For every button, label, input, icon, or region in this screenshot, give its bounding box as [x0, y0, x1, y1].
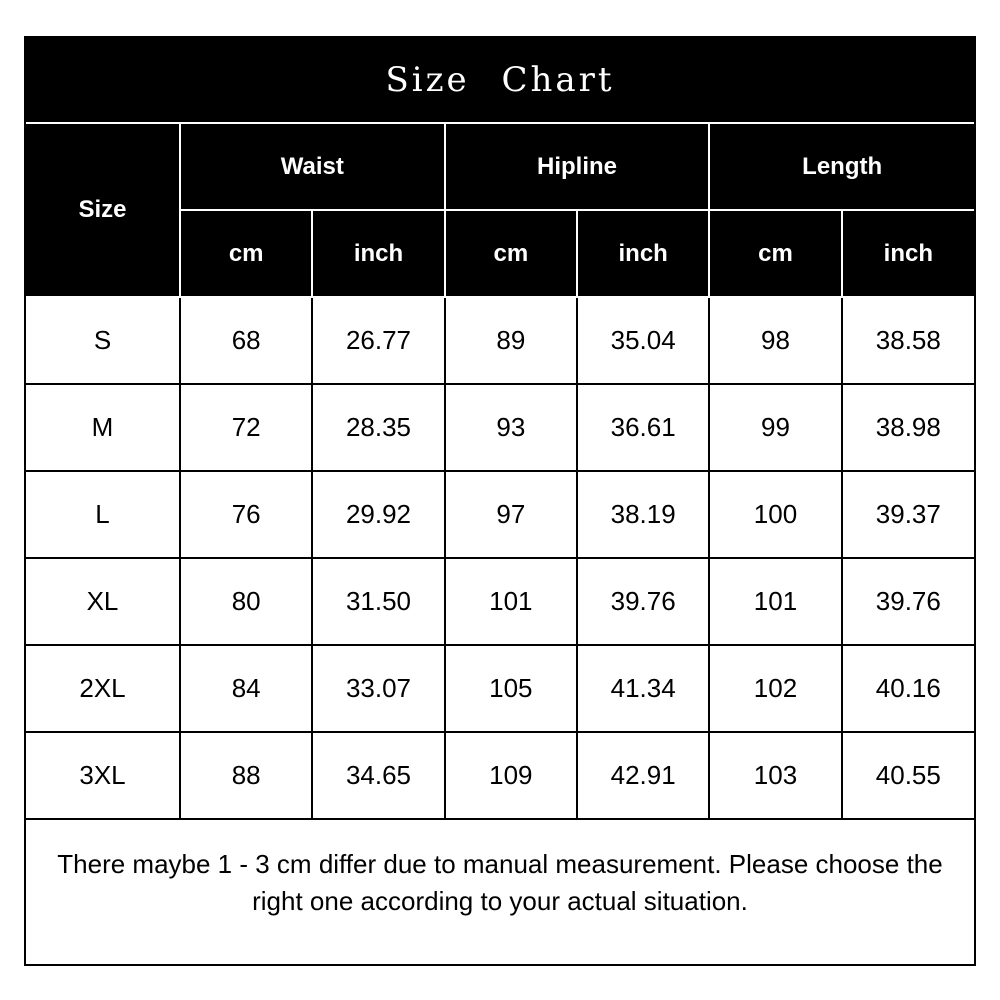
measurement-cell: 41.34	[577, 645, 709, 732]
table-row	[26, 645, 974, 732]
measurement-cell: 26.77	[312, 297, 444, 384]
unit-header: cm	[180, 210, 312, 297]
size-cell: 2XL	[26, 645, 180, 732]
size-table	[26, 124, 974, 820]
measurement-cell: 31.50	[312, 558, 444, 645]
measurement-cell: 93	[445, 384, 577, 471]
measurement-cell: 35.04	[577, 297, 709, 384]
measurement-cell: 105	[445, 645, 577, 732]
measurement-note: There maybe 1 - 3 cm differ due to manual measurement. Please choose the right one according to your actual situation.	[57, 849, 943, 916]
measurement-cell: 34.65	[312, 732, 444, 819]
measurement-cell: 99	[709, 384, 841, 471]
measurement-cell: 109	[445, 732, 577, 819]
length-group-header: Length	[709, 124, 974, 210]
unit-header: cm	[445, 210, 577, 297]
table-row	[26, 471, 974, 558]
unit-header: inch	[312, 210, 444, 297]
table-row	[26, 297, 974, 384]
measurement-cell: 38.19	[577, 471, 709, 558]
measurement-cell: 38.98	[842, 384, 974, 471]
measurement-cell: 36.61	[577, 384, 709, 471]
measurement-cell: 39.37	[842, 471, 974, 558]
measurement-cell: 103	[709, 732, 841, 819]
measurement-cell: 97	[445, 471, 577, 558]
measurement-cell: 72	[180, 384, 312, 471]
waist-group-header: Waist	[180, 124, 445, 210]
measurement-cell: 28.35	[312, 384, 444, 471]
measurement-cell: 89	[445, 297, 577, 384]
measurement-cell: 38.58	[842, 297, 974, 384]
measurement-cell: 40.55	[842, 732, 974, 819]
measurement-cell: 33.07	[312, 645, 444, 732]
size-cell: S	[26, 297, 180, 384]
measurement-cell: 68	[180, 297, 312, 384]
size-cell: M	[26, 384, 180, 471]
hipline-group-header: Hipline	[445, 124, 710, 210]
measurement-cell: 80	[180, 558, 312, 645]
measurement-cell: 101	[445, 558, 577, 645]
measurement-cell: 40.16	[842, 645, 974, 732]
chart-title: Size Chart	[26, 38, 974, 124]
size-cell: XL	[26, 558, 180, 645]
measurement-cell: 39.76	[842, 558, 974, 645]
measurement-cell: 88	[180, 732, 312, 819]
table-row	[26, 384, 974, 471]
size-cell: L	[26, 471, 180, 558]
measurement-cell: 100	[709, 471, 841, 558]
header-row-groups	[26, 124, 974, 210]
size-column-header: Size	[26, 124, 180, 297]
measurement-cell: 29.92	[312, 471, 444, 558]
size-cell: 3XL	[26, 732, 180, 819]
measurement-cell: 102	[709, 645, 841, 732]
unit-header: inch	[842, 210, 974, 297]
size-chart	[24, 36, 976, 966]
measurement-cell: 39.76	[577, 558, 709, 645]
measurement-cell: 98	[709, 297, 841, 384]
measurement-cell: 101	[709, 558, 841, 645]
table-row	[26, 558, 974, 645]
measurement-cell: 76	[180, 471, 312, 558]
unit-header: inch	[577, 210, 709, 297]
measurement-cell: 84	[180, 645, 312, 732]
table-body	[26, 297, 974, 819]
measurement-cell: 42.91	[577, 732, 709, 819]
unit-header: cm	[709, 210, 841, 297]
